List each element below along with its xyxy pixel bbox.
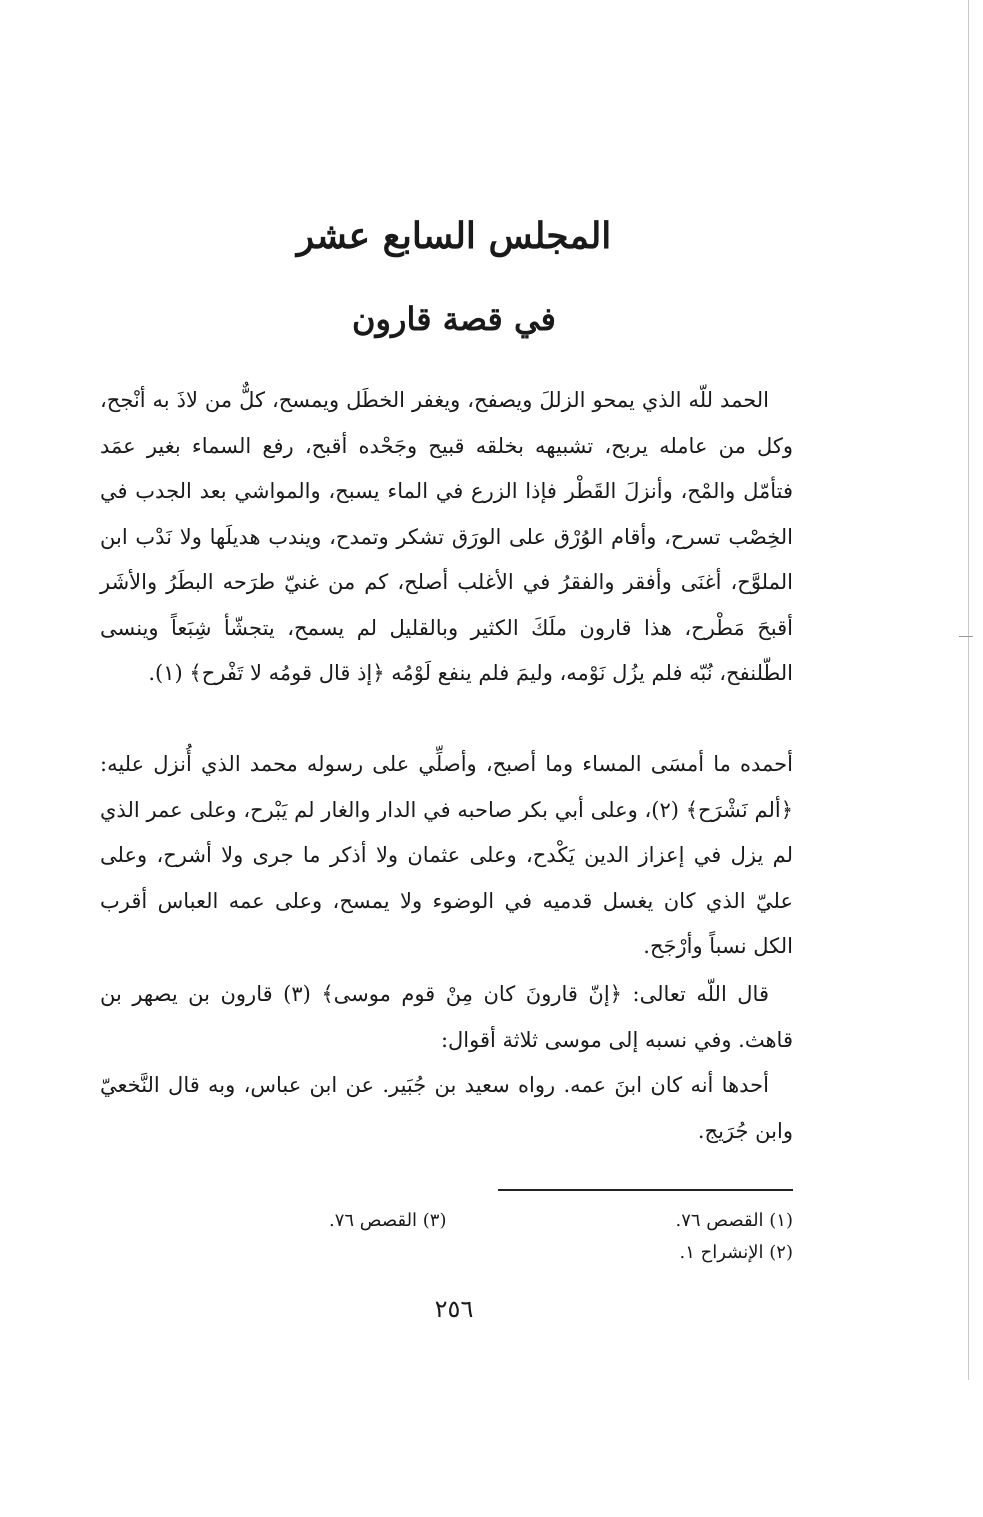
scan-edge-tick — [959, 636, 973, 637]
footnote-1: (١) القصص ٧٦. — [675, 1210, 793, 1231]
paragraph-3: قال اللّه تعالى: ﴿إنّ قارونَ كان مِنْ قوم موسى﴾ (٣) قارون بن يصهر بن قاهث. وفي نسبه إلى موسى ثلاثة أقوال: — [100, 982, 793, 1052]
footnote-2: (٢) الإنشراح ١. — [679, 1242, 793, 1263]
paragraph-1: الحمد للّه الذي يمحو الزللَ ويصفح، ويغفر الخطَل ويمسح، كلٌّ من لاذَ به أنْجح، وكل من عامله يربح، تشبيهه بخلقه قبيح وجَحْده أقبح، رفع السماء بغير عمَد فتأمّل والمْح، وأنزلَ القَطْر فإذا الزرع في الماء يسبح، والمواشي بعد الجدب في الخِصْب تسرح، وأقام الوُرْق على الورَق تشكر وتمدح، ويندب هديلَها ولا نَدْب ابن الملوَّح، أغنَى وأفقر والفقرُ في الأغلب أصلح، كم من غنيّ طرَحه البطَرُ والأشَر أقبحَ مَطْرح، هذا قارون ملَكَ الكثير وبالقليل لم يسمح، يتجشّأ شِبَعاً وينسى الطّلنفح، نُبّه فلم يزُل نَوْمه، وليمَ فلم ينفع لَوْمُه ﴿إذ قال قومُه لا تَفْرح﴾ (١). — [100, 388, 793, 685]
footnote-row — [100, 1237, 793, 1269]
chapter-title: المجلس السابع عشر — [296, 215, 612, 257]
footnotes — [100, 1205, 793, 1269]
paragraph-2: أحمده ما أمسَى المساء وما أصبح، وأصلِّي على رسوله محمد الذي أُنزل عليه: ﴿ألم نَشْرَح﴾ (٢)، وعلى أبي بكر صاحبه في الدار والغار لم يَبْرح، وعلى عمر الذي لم يزل في إعزاز الدين يَكْدح، وعلى عثمان ولا أذكر ما جرى ولا أشرح، وعلى عليّ الذي كان يغسل قدميه في الوضوء ولا يمسح، وعلى عمه العباس أقرب الكل نسباً وأرْجَح. — [100, 752, 793, 958]
chapter-subtitle: في قصة قارون — [352, 300, 556, 338]
scan-edge-line — [968, 0, 969, 1380]
footnote-separator — [498, 1189, 793, 1191]
footnote-3: (٣) القصص ٧٦. — [329, 1210, 447, 1231]
page-number: ٢٥٦ — [434, 1295, 474, 1323]
paragraph-4: أحدها أنه كان ابنَ عمه. رواه سعيد بن جُبَير. عن ابن عباس، وبه قال النَّخعيّ وابن جُرَيج. — [100, 1073, 793, 1143]
footnote-row — [100, 1205, 793, 1237]
